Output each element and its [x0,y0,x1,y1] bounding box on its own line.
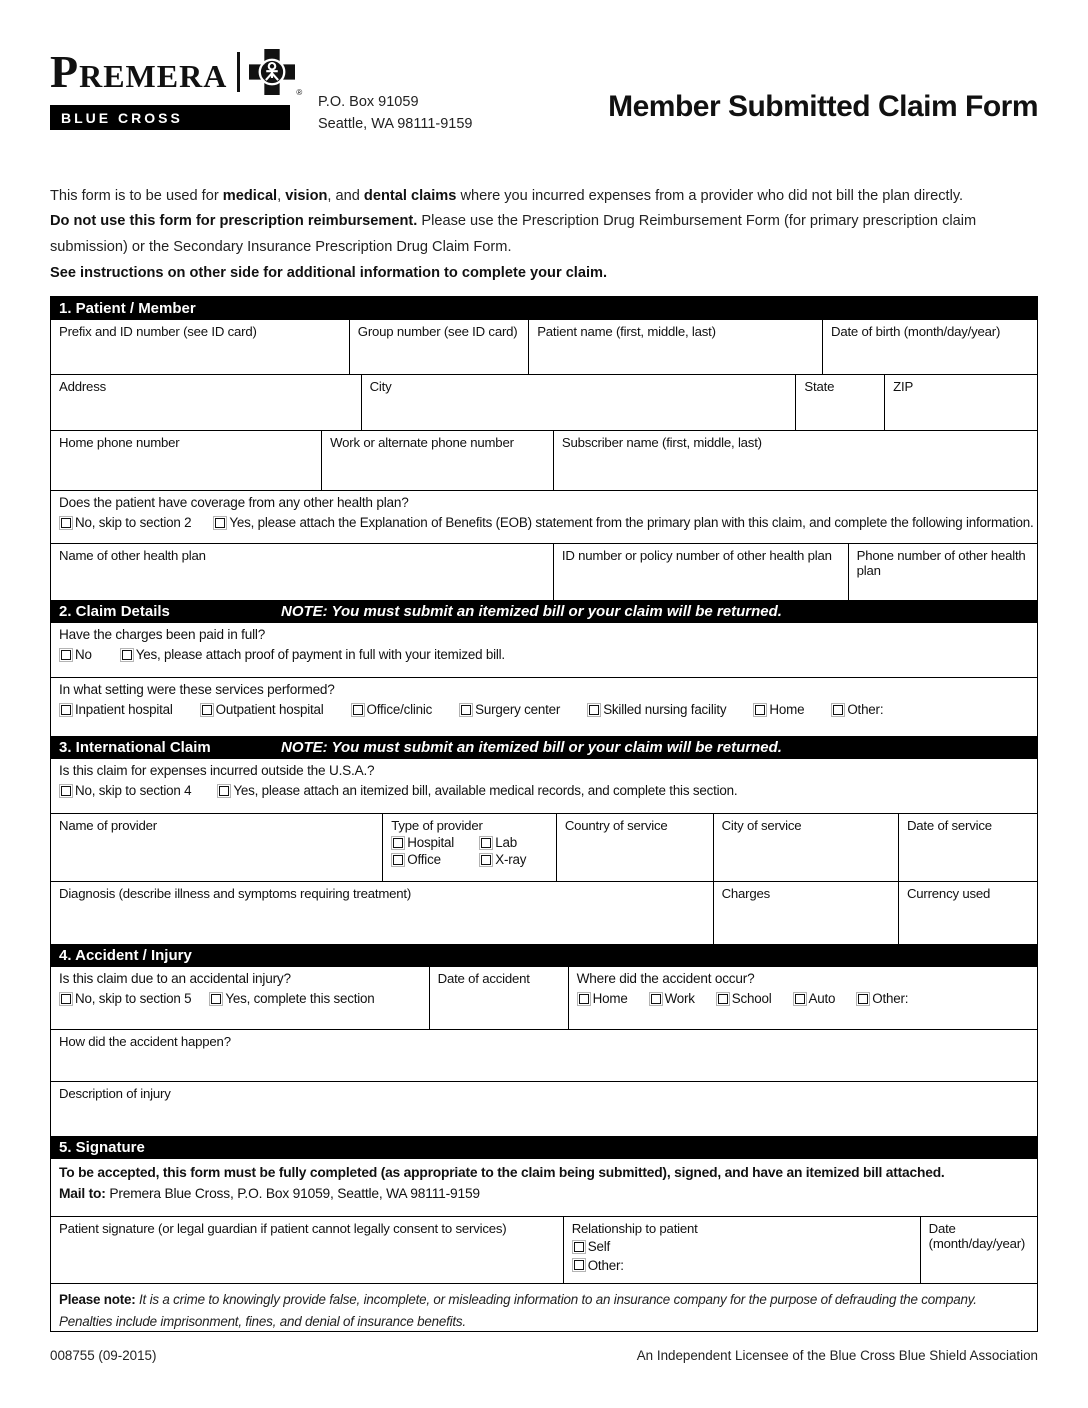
other-plan-name-field: Name of other health plan [59,548,206,564]
relationship-cell [563,1217,920,1283]
state-field: State [795,375,884,430]
type-xray-option [479,852,548,867]
address-line-1: P.O. Box 91059 [318,94,419,110]
paid-question: Have the charges been paid in full? [59,627,266,643]
section5-header [51,1136,1037,1159]
date-of-birth-field: Date of birth (month/day/year) [822,320,1037,374]
address-line-2: Seattle, WA 98111-9159 [318,115,473,132]
section3-note: NOTE: You must submit an itemized bill or your claim will be returned. [281,739,782,757]
type-lab-label: Lab [495,835,518,851]
setting-question: In what setting were these services performed? [59,682,335,698]
setting-options [59,702,1029,717]
outside-usa-cell [51,759,1037,813]
subscriber-name-field: Subscriber name (first, middle, last) [553,431,1037,490]
section2-header [51,600,1037,623]
paid-options [59,647,1029,662]
type-xray-label: X-ray [495,852,527,868]
where-other-label: Other: [872,991,909,1007]
intro-1c: , [277,187,286,204]
provider-type-options [391,835,548,867]
work-phone-field: Work or alternate phone number [321,431,553,490]
intro-3: See instructions on other side for additional information to complete your claim. [50,265,608,282]
checkbox-type-hospital[interactable] [393,838,403,848]
other-plan-phone-field: Phone number of other health plan [848,544,1037,600]
provider-name-field: Name of provider [59,818,157,834]
setting-cell [51,678,1037,736]
form-header [50,46,1038,136]
setting-surgery-label: Surgery center [475,702,561,718]
injury-description-field: Description of injury [59,1086,171,1102]
address-row [51,374,1037,430]
section4-header [51,944,1037,967]
checkbox-inpatient-hospital[interactable] [61,705,71,715]
type-hospital-label: Hospital [407,835,455,851]
other-plan-row [51,543,1037,600]
section1-title: 1. Patient / Member [59,300,196,318]
please-note-label: Please note: [59,1292,136,1308]
checkbox-setting-home[interactable] [755,705,765,715]
premera-wordmark-row [50,46,303,98]
checkbox-usa-no[interactable] [61,786,71,796]
paid-no-label: No [75,647,92,663]
please-note-row [51,1283,1037,1331]
accident-where-question: Where did the accident occur? [576,971,755,987]
licensee-text: An Independent Licensee of the Blue Cross Blue Shield Association [636,1348,1038,1364]
usa-yes-option [217,783,737,798]
setting-other-label: Other: [847,702,884,718]
zip-field: ZIP [884,375,1037,430]
claim-form-table [50,296,1038,1332]
relationship-self-option [572,1239,610,1254]
type-office-label: Office [407,852,441,868]
other-plan-id-field: ID number or policy number of other health plan [553,544,848,600]
where-home-label: Home [592,991,628,1007]
checkbox-office-clinic[interactable] [353,705,363,715]
setting-office-option [351,702,433,717]
usa-no-option [59,783,191,798]
blue-cross-icon [249,49,303,97]
city-of-service-field: City of service [713,814,898,881]
checkbox-type-xray[interactable] [481,855,491,865]
accident-how-row [51,1029,1037,1081]
section2-note: NOTE: You must submit an itemized bill or your claim will be returned. [281,603,782,621]
checkbox-accident-no[interactable] [61,994,71,1004]
checkbox-accident-yes[interactable] [211,994,221,1004]
setting-inpatient-label: Inpatient hospital [75,702,173,718]
acceptance-cell [51,1159,1037,1216]
accident-no-option [59,991,191,1006]
where-work-label: Work [664,991,695,1007]
relationship-self-label: Self [587,1239,610,1255]
address-field: Address [59,379,106,395]
mail-to-label: Mail to: [59,1186,106,1202]
checkbox-outpatient-hospital[interactable] [202,705,212,715]
setting-office-label: Office/clinic [366,702,433,718]
intro-line-3 [50,261,1038,287]
usa-question: Is this claim for expenses incurred outside the U.S.A.? [59,763,375,779]
acceptance-statement: To be accepted, this form must be fully completed (as appropriate to the claim being submitted), signed, and have an itemized bill attached. [59,1165,945,1181]
please-note-cell [51,1284,1037,1331]
section3-header [51,736,1037,759]
section5-title: 5. Signature [59,1139,145,1157]
setting-outpatient-option [200,702,324,717]
where-auto-label: Auto [808,991,836,1007]
registered-mark: ® [296,88,303,97]
patient-id-row [51,320,1037,374]
intro-text [50,184,1038,288]
relationship-other-option [572,1258,624,1273]
where-other-option [856,991,908,1006]
paid-in-full-cell [51,623,1037,677]
intro-1a: This form is to be used for [50,187,223,204]
usa-options [59,783,1029,798]
setting-other-option [831,702,883,717]
paid-yes-label: Yes, please attach proof of payment in full with your itemized bill. [135,647,505,663]
blue-cross-bar: BLUE CROSS [50,105,290,130]
coverage-options [59,515,1034,531]
accident-where-options [577,991,1029,1006]
signature-date-field: Date (month/day/year) [920,1217,1037,1283]
accident-options [59,991,421,1006]
intro-line-1 [50,184,1038,210]
accident-question: Is this claim due to an accidental injury? [59,971,291,987]
page-title: Member Submitted Claim Form [608,90,1038,123]
mail-to-line [59,1186,1029,1201]
checkbox-skilled-nursing[interactable] [589,705,599,715]
checkbox-type-lab[interactable] [481,838,491,848]
setting-snf-option [587,702,726,717]
checkbox-relationship-other[interactable] [574,1260,584,1270]
accident-yes-option [209,991,374,1006]
signature-row [51,1216,1037,1283]
usa-yes-label: Yes, please attach an itemized bill, available medical records, and complete this section. [233,783,738,799]
checkbox-paid-no[interactable] [61,650,71,660]
type-hospital-option [391,835,479,850]
intro-1d: vision [285,187,328,204]
date-of-accident-field: Date of accident [429,967,568,1029]
section3-title: 3. International Claim [59,739,211,757]
setting-snf-label: Skilled nursing facility [603,702,727,718]
group-number-field: Group number (see ID card) [349,320,528,374]
mailing-address [318,92,473,136]
checkbox-coverage-yes[interactable] [215,518,225,528]
paid-in-full-row [51,623,1037,677]
usa-no-label: No, skip to section 4 [75,783,192,799]
intro-2a: Do not use this form for prescription reimbursement. [50,213,418,230]
prefix-id-field: Prefix and ID number (see ID card) [59,324,257,340]
checkbox-relationship-self[interactable] [574,1242,584,1252]
coverage-no-option [59,515,191,530]
intro-1e: , and [327,187,364,204]
setting-outpatient-label: Outpatient hospital [215,702,324,718]
section4-title: 4. Accident / Injury [59,947,192,965]
checkbox-where-auto[interactable] [795,994,805,1004]
please-note-text: It is a crime to knowingly provide false, incomplete, or misleading information to an insurance company for the purpose of defrauding the company. Penalties include imprisonment, fines, and denial of insurance benefits. [59,1292,977,1329]
where-work-option [649,991,695,1006]
patient-name-field: Patient name (first, middle, last) [528,320,822,374]
intro-1g: where you incurred expenses from a provider who did not bill the plan directly. [456,187,964,204]
checkbox-paid-yes[interactable] [122,650,132,660]
date-of-service-field: Date of service [898,814,1037,881]
paid-yes-option [120,647,505,662]
where-auto-option [793,991,836,1006]
accident-where-cell [568,967,1037,1029]
mail-to-address: Premera Blue Cross, P.O. Box 91059, Seattle, WA 98111-9159 [109,1186,480,1202]
relationship-label: Relationship to patient [571,1221,698,1237]
acceptance-row [51,1159,1037,1216]
home-phone-field: Home phone number [59,435,180,451]
section2-title: 2. Claim Details [59,603,170,621]
charges-field: Charges [713,882,898,944]
outside-usa-row [51,759,1037,813]
coverage-yes-label: Yes, please attach the Explanation of Benefits (EOB) statement from the primary plan with this claim, and complete the following information. [229,515,1034,531]
other-coverage-row [51,490,1037,543]
injury-description-row [51,1081,1037,1136]
paid-no-option [59,647,92,662]
setting-home-label: Home [769,702,805,718]
type-lab-option [479,835,548,850]
accident-how-field: How did the accident happen? [59,1034,231,1050]
setting-surgery-option [459,702,560,717]
page-footer [50,1348,1038,1363]
checkbox-where-other[interactable] [858,994,868,1004]
checkbox-setting-other[interactable] [833,705,843,715]
currency-field: Currency used [898,882,1037,944]
intro-2b: Please use the Prescription Drug Reimbursement Form (for primary prescription claim submission) or the Secondary Insurance Prescription Drug Claim Form. [50,213,977,256]
provider-type-label: Type of provider [391,818,483,834]
intro-line-2 [50,209,1038,261]
setting-inpatient-option [59,702,173,717]
setting-home-option [753,702,804,717]
phone-row [51,430,1037,490]
where-school-option [716,991,772,1006]
checkbox-where-work[interactable] [651,994,661,1004]
coverage-question: Does the patient have coverage from any other health plan? [59,495,409,511]
intro-1f: dental claims [363,187,457,204]
country-of-service-field: Country of service [556,814,713,881]
city-field: City [361,375,796,430]
checkbox-type-office[interactable] [393,855,403,865]
checkbox-where-home[interactable] [579,994,589,1004]
coverage-no-label: No, skip to section 2 [75,515,192,531]
other-coverage-cell [51,491,1037,543]
logo-divider [237,52,240,92]
provider-row [51,813,1037,881]
setting-row [51,677,1037,736]
where-home-option [577,991,628,1006]
accident-question-cell [51,967,429,1029]
type-office-option [391,852,479,867]
provider-type-field [382,814,556,881]
intro-1b: medical [222,187,278,204]
where-school-label: School [731,991,772,1007]
checkbox-coverage-no[interactable] [61,518,71,528]
form-number: 008755 (09-2015) [50,1348,157,1364]
checkbox-where-school[interactable] [718,994,728,1004]
diagnosis-row [51,881,1037,944]
diagnosis-field: Diagnosis (describe illness and symptoms requiring treatment) [59,886,412,902]
accident-row [51,967,1037,1029]
coverage-yes-option [213,515,1033,530]
checkbox-surgery-center[interactable] [461,705,471,715]
section1-header [51,297,1037,320]
checkbox-usa-yes[interactable] [219,786,229,796]
premera-logo [50,46,303,130]
premera-wordmark: Premera [50,46,228,97]
accident-yes-label: Yes, complete this section [225,991,375,1007]
accident-no-label: No, skip to section 5 [75,991,192,1007]
patient-signature-field: Patient signature (or legal guardian if patient cannot legally consent to services) [59,1221,507,1237]
relationship-other-label: Other: [587,1257,624,1273]
